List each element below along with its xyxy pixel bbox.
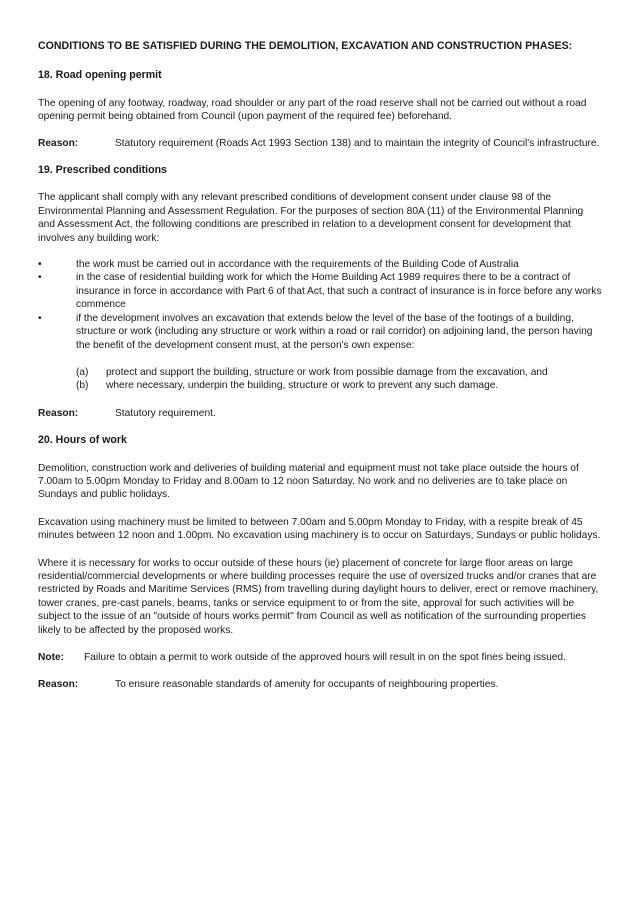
section-18-reason: [38, 137, 602, 150]
bullet-mark: •: [38, 312, 42, 324]
section-20-reason: [38, 678, 602, 691]
bullet-text: the work must be carried out in accordance with the requirements of the Building Code of Australia: [76, 259, 519, 271]
section-20-para-3: Where it is necessary for works to occur outside of these hours (ie) placement of concrete for large floor areas on large residential/commercial developments or where building processes require the use of oversized trucks and/or cranes that are restricted by Roads and Maritime Services (RMS) from travelling during daylight hours to deliver, erect or remove machinery, tower cranes, pre-cast panels, beams, tanks or service equipment to or from the site, approval for such activities will be subject to the issue of an "outside of hours works permit" from Council as well as notification of the surrounding properties likely to be affected by the proposed works.: [38, 557, 599, 636]
reason-text: Statutory requirement.: [115, 407, 216, 419]
section-18-heading: 18. Road opening permit: [38, 69, 162, 82]
bullet-mark: •: [38, 259, 42, 271]
note-label: Note:: [38, 652, 65, 663]
section-20-para-1: Demolition, construction work and deliveries of building material and equipment must not take place outside the hours of 7.00am to 5.00pm Monday to Friday and 8.00am to 12 noon Saturday. No work and no deliveries are to take place on Sundays and public holidays.: [38, 462, 579, 501]
list-item: [38, 271, 602, 311]
sub-mark: (b): [76, 380, 89, 392]
document-title: CONDITIONS TO BE SATISFIED DURING THE DEMOLITION, EXCAVATION AND CONSTRUCTION PHASES:: [38, 40, 573, 52]
reason-label: Reason:: [38, 407, 79, 419]
section-20-heading: 20. Hours of work: [38, 434, 127, 447]
section-19-reason: [38, 407, 602, 420]
sub-text: protect and support the building, structure or work from possible damage from the excavation, and: [106, 366, 548, 378]
sub-mark: (a): [76, 366, 89, 378]
section-19-body: The applicant shall comply with any relevant prescribed conditions of development consent under clause 98 of the Environmental Planning and Assessment Regulation. For the purposes of section 80A (11) of the Environmental Planning and Assessment Act, the following conditions are prescribed in relation to a development consent for development that involves any building work:: [38, 192, 584, 244]
reason-label: Reason:: [38, 137, 79, 149]
section-20-note: [38, 651, 602, 664]
bullet-text: if the development involves an excavation that extends below the level of the base of the footings of a building, structure or work (including any structure or work within a road or rail corridor) on adjoining land, the person having the benefit of the development consent must, at the person's own expense:: [76, 312, 593, 351]
bullet-text: in the case of residential building work for which the Home Building Act 1989 requires there to be a contract of insurance in force in accordance with Part 6 of that Act, that such a contract of insurance is in force before any works commence: [76, 272, 602, 311]
bullet-mark: •: [38, 272, 42, 284]
excavation-sublist: [76, 366, 602, 393]
reason-text: To ensure reasonable standards of amenity for occupants of neighbouring properties.: [115, 679, 499, 691]
sub-text: where necessary, underpin the building, structure or work to prevent any such damage.: [106, 380, 499, 392]
list-item: [76, 366, 602, 379]
list-item: [38, 258, 602, 271]
section-18-body: The opening of any footway, roadway, road shoulder or any part of the road reserve shall not be carried out without a road opening permit being obtained from Council (upon payment of the required fee) beforehand.: [38, 97, 587, 123]
reason-text: Statutory requirement (Roads Act 1993 Section 138) and to maintain the integrity of Council's infrastructure.: [115, 137, 600, 149]
prescribed-conditions-list: [38, 258, 602, 352]
note-text: Failure to obtain a permit to work outside of the approved hours will result in on the spot fines being issued.: [84, 652, 566, 663]
section-19-heading: 19. Prescribed conditions: [38, 164, 167, 177]
document-page: [38, 40, 602, 692]
section-20-para-2: Excavation using machinery must be limited to between 7.00am and 5.00pm Monday to Friday, with a respite break of 45 minutes between 12 noon and 1.00pm. No excavation using machinery is to occur on Saturdays, Sundays or public holidays.: [38, 516, 601, 542]
list-item: [38, 312, 602, 352]
list-item: [76, 379, 602, 392]
reason-label: Reason:: [38, 679, 79, 691]
